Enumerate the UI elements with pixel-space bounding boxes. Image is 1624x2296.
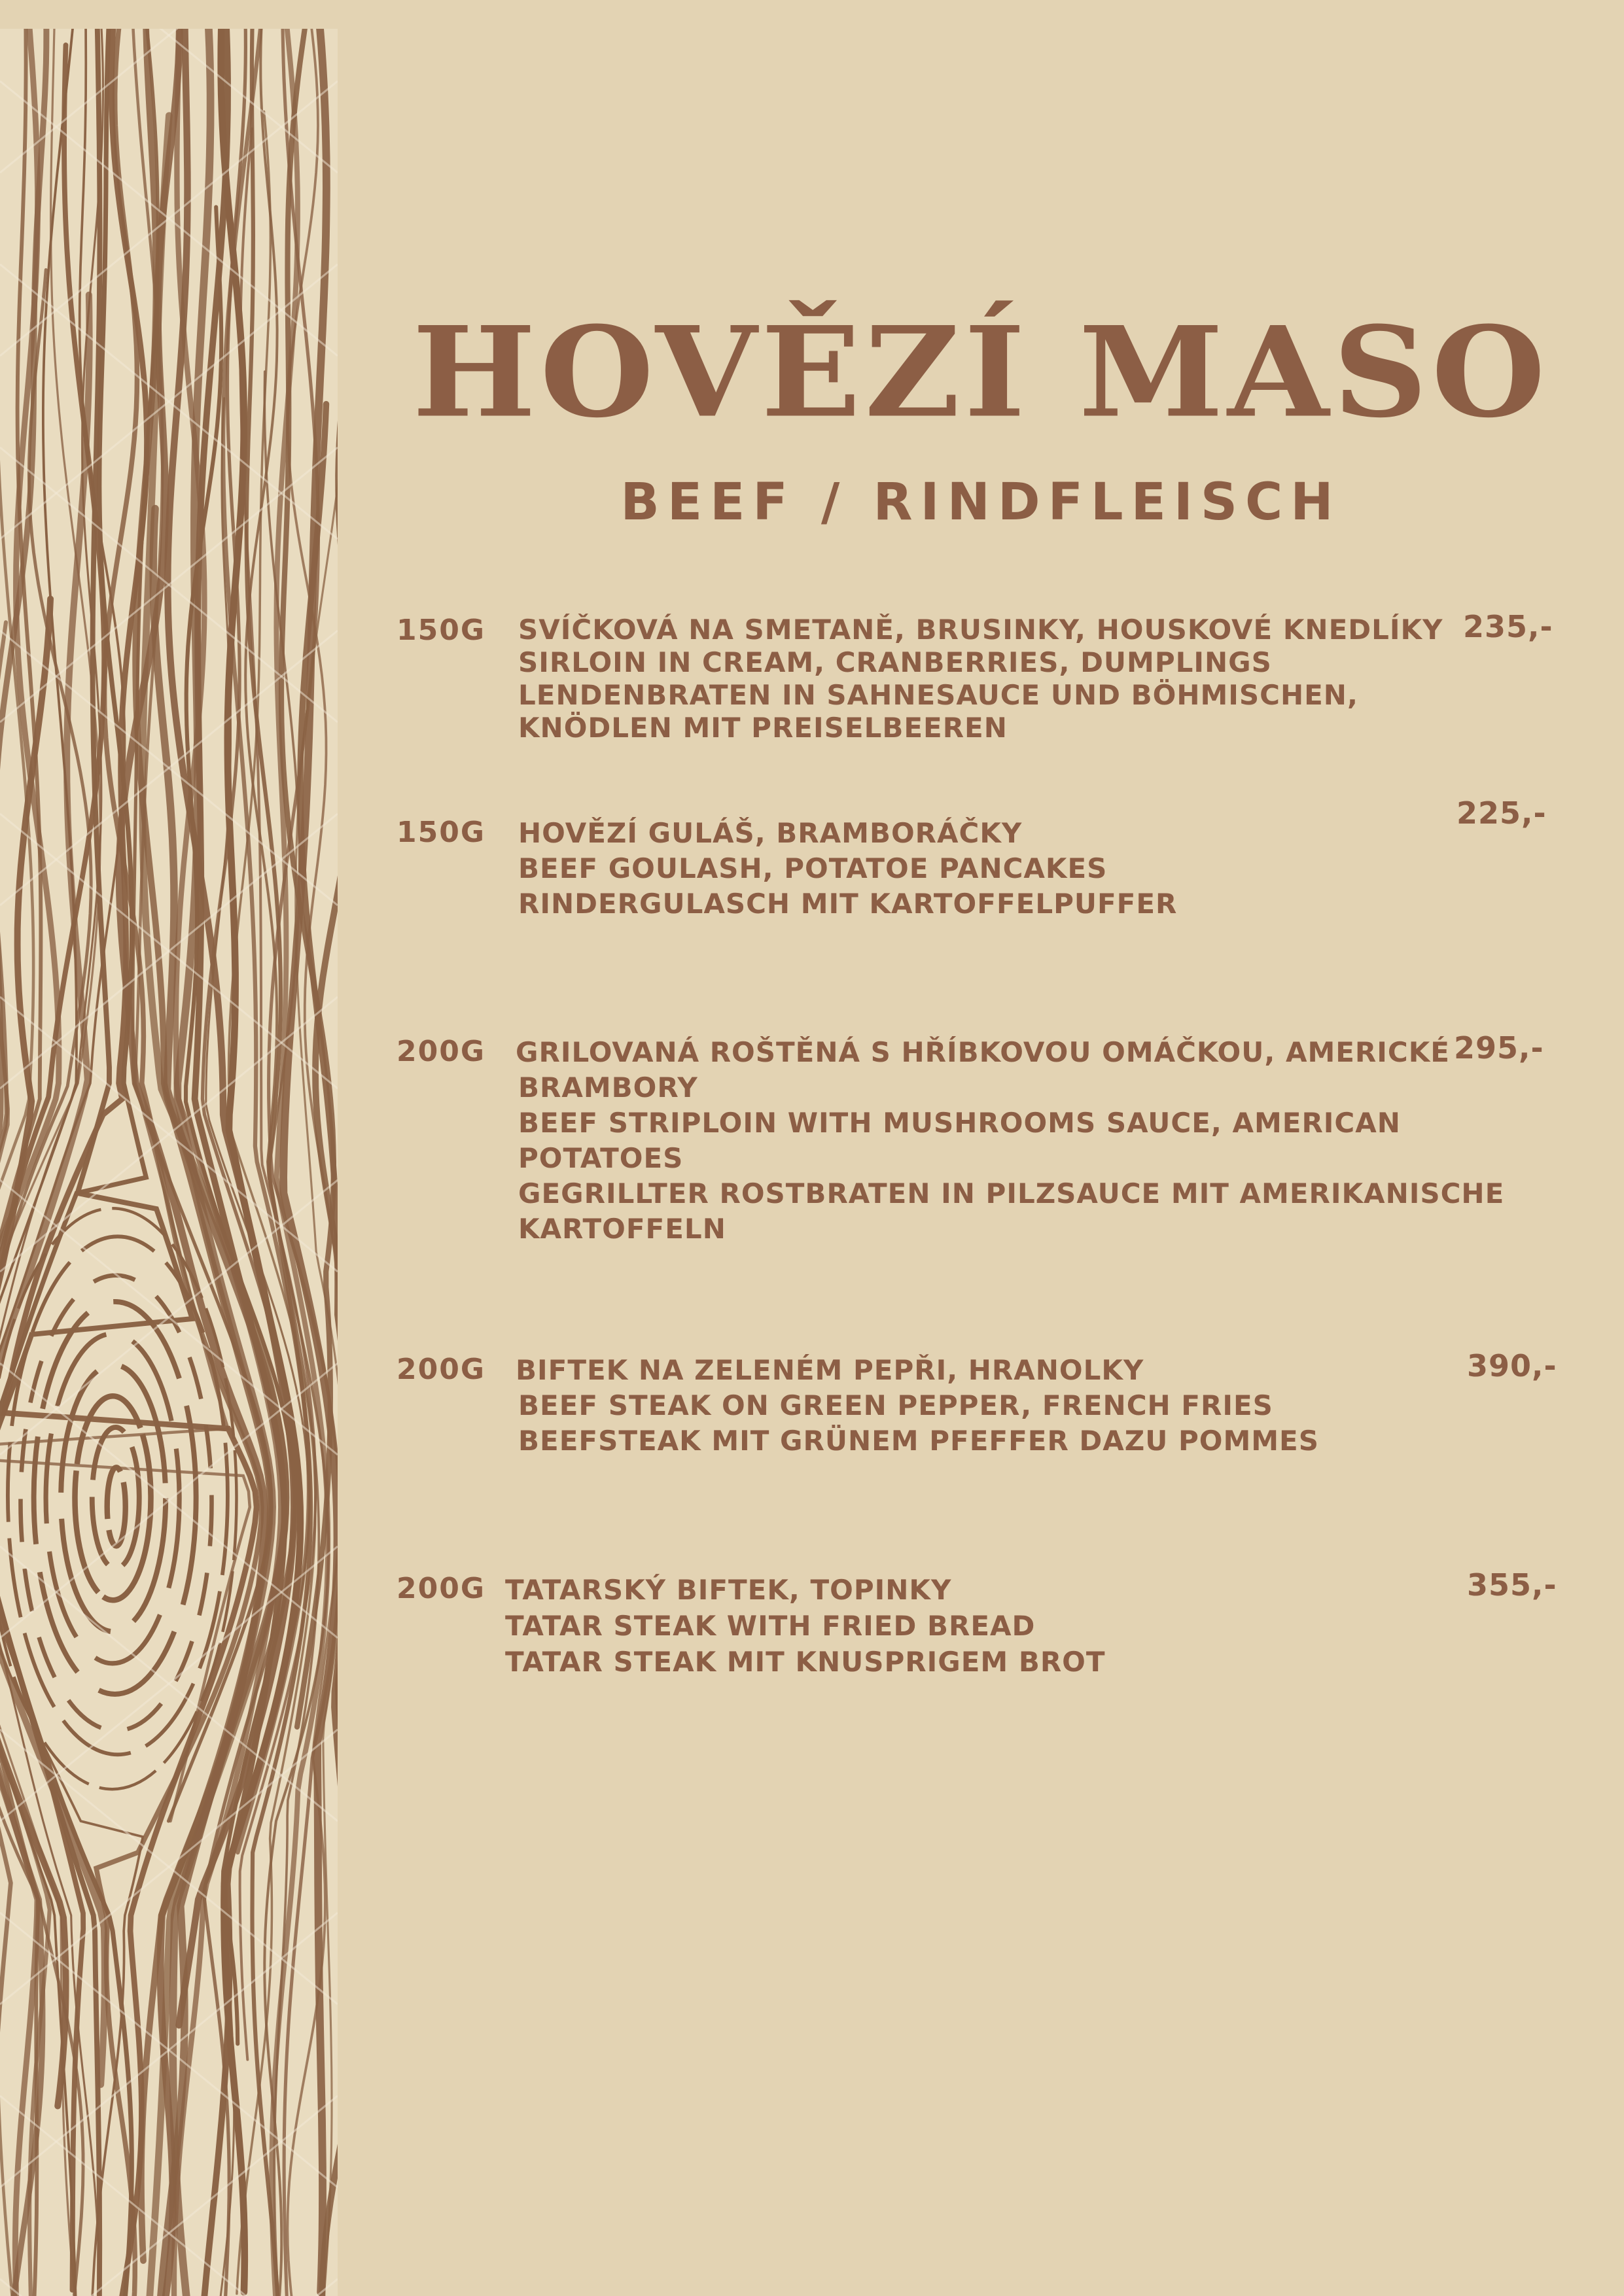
item-price: 355,- xyxy=(1467,1567,1557,1603)
item-name-en: TATAR STEAK WITH FRIED BREAD xyxy=(505,1610,1036,1642)
wood-grain-decoration xyxy=(0,29,338,2296)
item-name-en-cont: POTATOES xyxy=(518,1142,684,1174)
item-price: 390,- xyxy=(1467,1348,1557,1383)
item-name-cz: TATARSKÝ BIFTEK, TOPINKY xyxy=(505,1574,952,1606)
item-description xyxy=(505,1572,1106,1680)
page-title: HOVĚZÍ MASO xyxy=(412,299,1549,446)
item-name-de: TATAR STEAK MIT KNUSPRIGEM BROT xyxy=(505,1646,1106,1678)
item-price: 235,- xyxy=(1463,609,1553,644)
item-name-cz: SVÍČKOVÁ NA SMETANĚ, BRUSINKY, HOUSKOVÉ KNEDLÍKY xyxy=(518,614,1443,646)
item-price: 295,- xyxy=(1454,1030,1544,1066)
wood-knot-ring xyxy=(46,1334,179,1663)
page-subtitle: BEEF / RINDFLEISCH xyxy=(620,473,1341,532)
item-price: 225,- xyxy=(1456,795,1547,831)
item-name-de-cont: KNÖDLEN MIT PREISELBEEREN xyxy=(518,712,1008,744)
item-weight: 150G xyxy=(397,816,485,849)
item-name-cz: GRILOVANÁ ROŠTĚNÁ S HŘÍBKOVOU OMÁČKOU, AMERICKÉ xyxy=(516,1036,1450,1068)
item-description xyxy=(516,1035,1504,1247)
wood-knot-ring xyxy=(107,1467,126,1546)
item-name-de: GEGRILLTER ROSTBRATEN IN PILZSAUCE MIT AMERIKANISCHE xyxy=(518,1177,1505,1209)
item-name-de-cont: KARTOFFELN xyxy=(518,1213,726,1245)
item-description xyxy=(516,1353,1319,1459)
item-description xyxy=(518,614,1443,744)
item-name-de: BEEFSTEAK MIT GRÜNEM PFEFFER DAZU POMMES xyxy=(518,1425,1319,1457)
item-weight: 150G xyxy=(397,614,485,647)
item-name-cz-cont: BRAMBORY xyxy=(518,1071,698,1104)
wood-grain-illustration xyxy=(0,29,338,2296)
item-name-en: BEEF STEAK ON GREEN PEPPER, FRENCH FRIES xyxy=(518,1389,1273,1421)
item-name-cz: BIFTEK NA ZELENÉM PEPŘI, HRANOLKY xyxy=(516,1354,1144,1386)
item-name-cz: HOVĚZÍ GULÁŠ, BRAMBORÁČKY xyxy=(518,817,1023,849)
item-name-en: SIRLOIN IN CREAM, CRANBERRIES, DUMPLINGS xyxy=(518,646,1272,678)
item-name-de: LENDENBRATEN IN SAHNESAUCE UND BÖHMISCHEN, xyxy=(518,679,1358,711)
item-name-en: BEEF STRIPLOIN WITH MUSHROOMS SAUCE, AMERICAN xyxy=(518,1107,1401,1139)
item-weight: 200G xyxy=(397,1035,485,1068)
item-name-en: BEEF GOULASH, POTATOE PANCAKES xyxy=(518,852,1108,884)
item-weight: 200G xyxy=(397,1572,485,1605)
item-description xyxy=(518,816,1177,922)
item-name-de: RINDERGULASCH MIT KARTOFFELPUFFER xyxy=(518,888,1178,920)
item-weight: 200G xyxy=(397,1353,485,1386)
